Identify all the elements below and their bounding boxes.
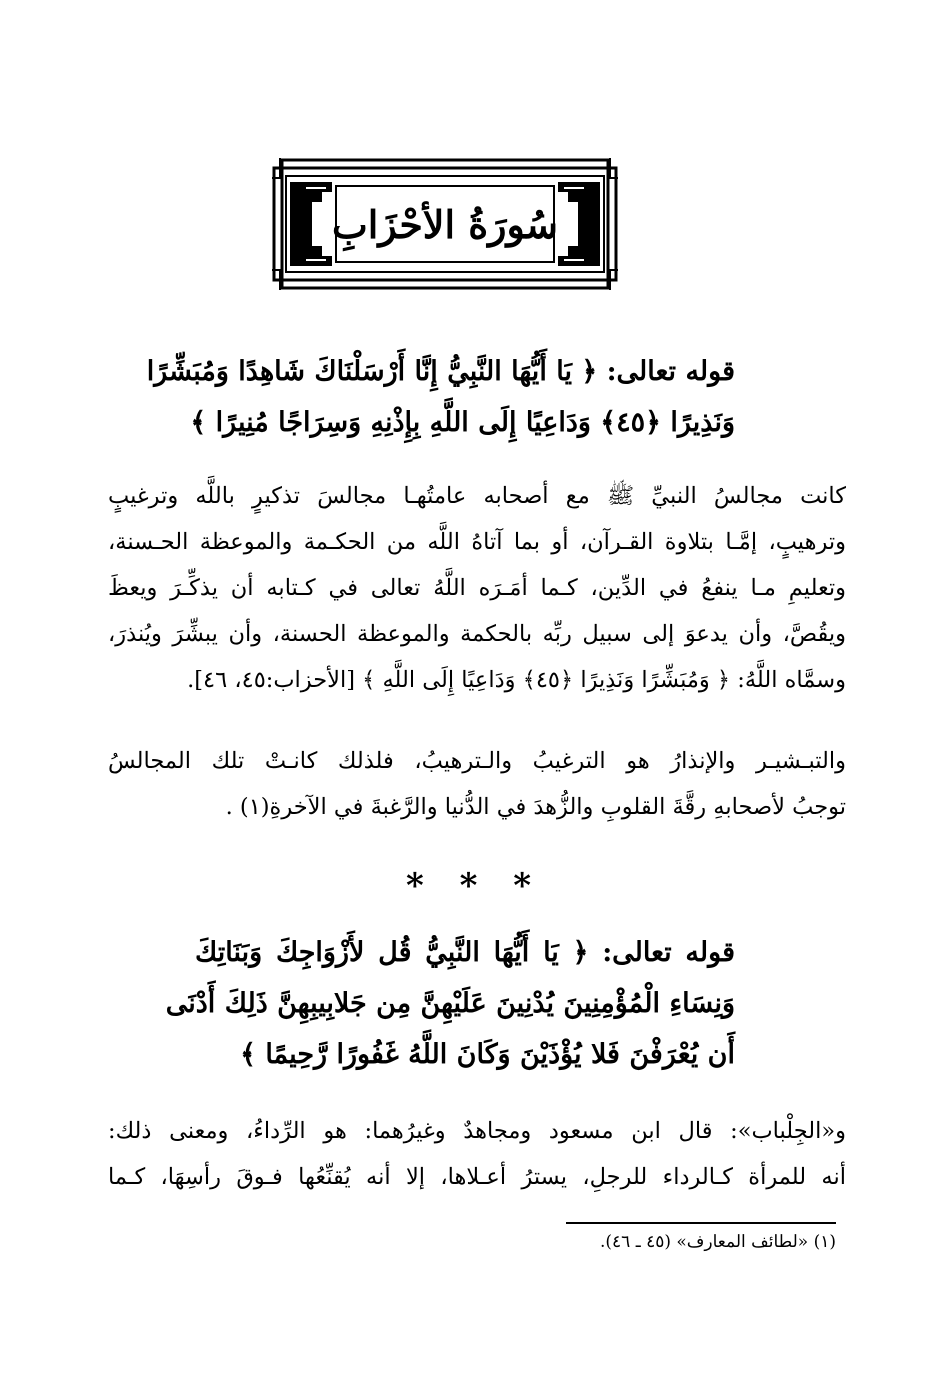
footnote: (١) «لطائف المعارف» (٤٥ ـ ٤٦). (599, 1232, 836, 1252)
footnote-divider (566, 1222, 836, 1224)
verse-line: قوله تعالى: ﴿ يَا أَيُّهَا النَّبِيُّ قُل لأَزْوَاجِكَ وَبَنَاتِكَ (195, 937, 735, 968)
verse-block-2 (165, 927, 735, 1080)
paragraph-line: وترهيبٍ، إمَّـا بتلاوة القـرآن، أو بما آتاهُ اللَّه من الحكـمة والموعظة الحـسنة، (108, 529, 846, 555)
verse-line: قوله تعالى: ﴿ يَا أَيُّهَا النَّبِيُّ إِنَّا أَرْسَلْنَاكَ شَاهِدًا وَمُبَشِّرًا (146, 356, 735, 387)
commentary-paragraph-1 (108, 473, 846, 703)
commentary-paragraph-3 (108, 1108, 846, 1200)
commentary-paragraph-2 (108, 738, 846, 830)
paragraph-line: كانت مجالسُ النبيِّ ﷺ مع أصحابه عامتُهـا مجالسَ تذكيرٍ باللَّه وترغيبٍ (108, 483, 846, 509)
verse-line: وَنَذِيرًا ﴿٤٥﴾ وَدَاعِيًا إِلَى اللَّهِ بِإِذْنِهِ وَسِرَاجًا مُنِيرًا ﴾ (190, 407, 735, 438)
surah-title-frame (272, 158, 618, 290)
section-separator: * * * (405, 866, 543, 906)
verse-line: أَن يُعْرَفْنَ فَلا يُؤْذَيْنَ وَكَانَ اللَّهُ غَفُورًا رَّحِيمًا ﴾ (240, 1039, 735, 1070)
surah-title: سُورَةُ الأحْزَابِ (332, 201, 558, 247)
paragraph-line: توجبُ لأصحابهِ رقَّةَ القلوبِ والزُّهدَ في الدُّنيا والرَّغبةَ في الآخرةِ(١) . (225, 794, 846, 820)
paragraph-line: وسمَّاه اللَّهُ: ﴿ وَمُبَشِّرًا وَنَذِيرًا ﴿٤٥﴾ وَدَاعِيًا إِلَى اللَّهِ ﴾ [الأحزاب:٤٥، ٤٦]. (187, 667, 846, 693)
verse-block-1 (146, 346, 735, 448)
paragraph-line: و«الجِلْباب»: قال ابن مسعود ومجاهدٌ وغيرُهما: هو الرِّداءُ، ومعنى ذلك: (108, 1118, 846, 1144)
paragraph-line: ويقُصَّ، وأن يدعوَ إلى سبيل ربِّه بالحكمة والموعظة الحسنة، وأن يبشِّرَ ويُنذرَ، (108, 621, 846, 647)
verse-line: وَنِسَاءِ الْمُؤْمِنِينَ يُدْنِينَ عَلَيْهِنَّ مِن جَلابِيبِهِنَّ ذَلِكَ أَدْنَى (165, 988, 735, 1019)
paragraph-line: أنه للمرأة كـالرداء للرجلِ، يسترُ أعـلاها، إلا أنه يُقنِّعُها فـوقَ رأسِهَا، كـما (108, 1164, 846, 1190)
paragraph-line: وتعليمِ مـا ينفعُ في الدِّين، كـما أمَـرَه اللَّهُ تعالى في كـتابه أن يذكِّـرَ ويعظَ (108, 575, 846, 601)
paragraph-line: والتبـشيـر والإنذارُ هو الترغيبُ والـترهيبُ، فلذلك كانـتْ تلك المجالسُ (108, 748, 846, 774)
